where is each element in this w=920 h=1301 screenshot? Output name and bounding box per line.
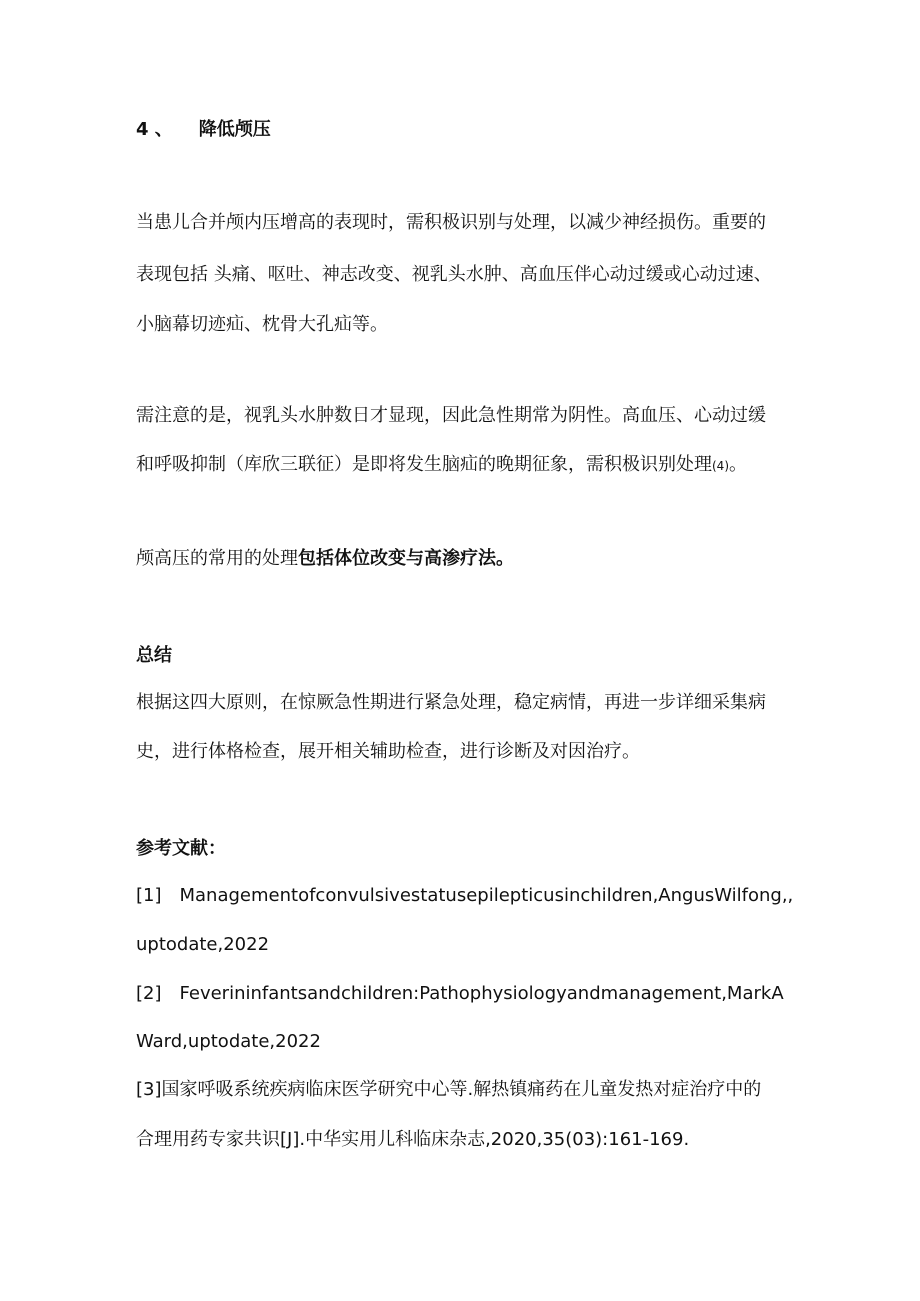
- references-heading: 参考文献：: [136, 838, 226, 859]
- reference-continuation: 合理用药专家共识[J].中华实用儿科临床杂志,2020,35(03):161-169.: [136, 1129, 690, 1150]
- reference-item: [136, 884, 793, 908]
- paragraph-line: 小脑幕切迹疝、枕骨大孔疝等。: [136, 314, 388, 335]
- reference-label: [1]: [136, 885, 162, 906]
- paragraph-line: 需注意的是，视乳头水肿数日才显现，因此急性期常为阴性。高血压、心动过缓: [136, 405, 766, 426]
- reference-item: [136, 1078, 761, 1102]
- section-number: 4 、: [136, 119, 173, 140]
- reference-text: Managementofconvulsivestatusepilepticusinchildren,AngusWilfong,,: [179, 885, 794, 906]
- reference-label: [2]: [136, 983, 162, 1004]
- paragraph-text: 和呼吸抑制（库欣三联征）是即将发生脑疝的晚期征象，需积极识别处理: [136, 454, 712, 475]
- section-heading: [136, 118, 271, 142]
- paragraph-line: 根据这四大原则，在惊厥急性期进行紧急处理，稳定病情，再进一步详细采集病: [136, 692, 766, 713]
- citation-marker: (4): [712, 459, 729, 473]
- reference-text: Feverininfantsandchildren:Pathophysiologyandmanagement,MarkA: [179, 983, 784, 1004]
- reference-label: [3]: [136, 1079, 162, 1100]
- paragraph-line: 表现包括 头痛、呕吐、神志改变、视乳头水肿、高血压伴心动过缓或心动过速、: [136, 264, 772, 285]
- reference-item: [136, 982, 784, 1006]
- paragraph-line: [136, 547, 514, 571]
- reference-continuation: uptodate,2022: [136, 934, 270, 955]
- reference-continuation: Ward,uptodate,2022: [136, 1031, 321, 1052]
- summary-heading: 总结: [136, 645, 172, 666]
- paragraph-line: 史，进行体格检查，展开相关辅助检查，进行诊断及对因治疗。: [136, 741, 640, 762]
- paragraph-text: 颅高压的常用的处理: [136, 548, 298, 569]
- paragraph-text-end: 。: [729, 454, 747, 475]
- paragraph-line: [136, 453, 747, 478]
- section-title: 降低颅压: [198, 119, 271, 140]
- reference-text: 国家呼吸系统疾病临床医学研究中心等.解热镇痛药在儿童发热对症治疗中的: [161, 1079, 762, 1100]
- paragraph-bold-text: 包括体位改变与高渗疗法。: [298, 548, 514, 569]
- paragraph-line: 当患儿合并颅内压增高的表现时，需积极识别与处理，以减少神经损伤。重要的: [136, 212, 766, 233]
